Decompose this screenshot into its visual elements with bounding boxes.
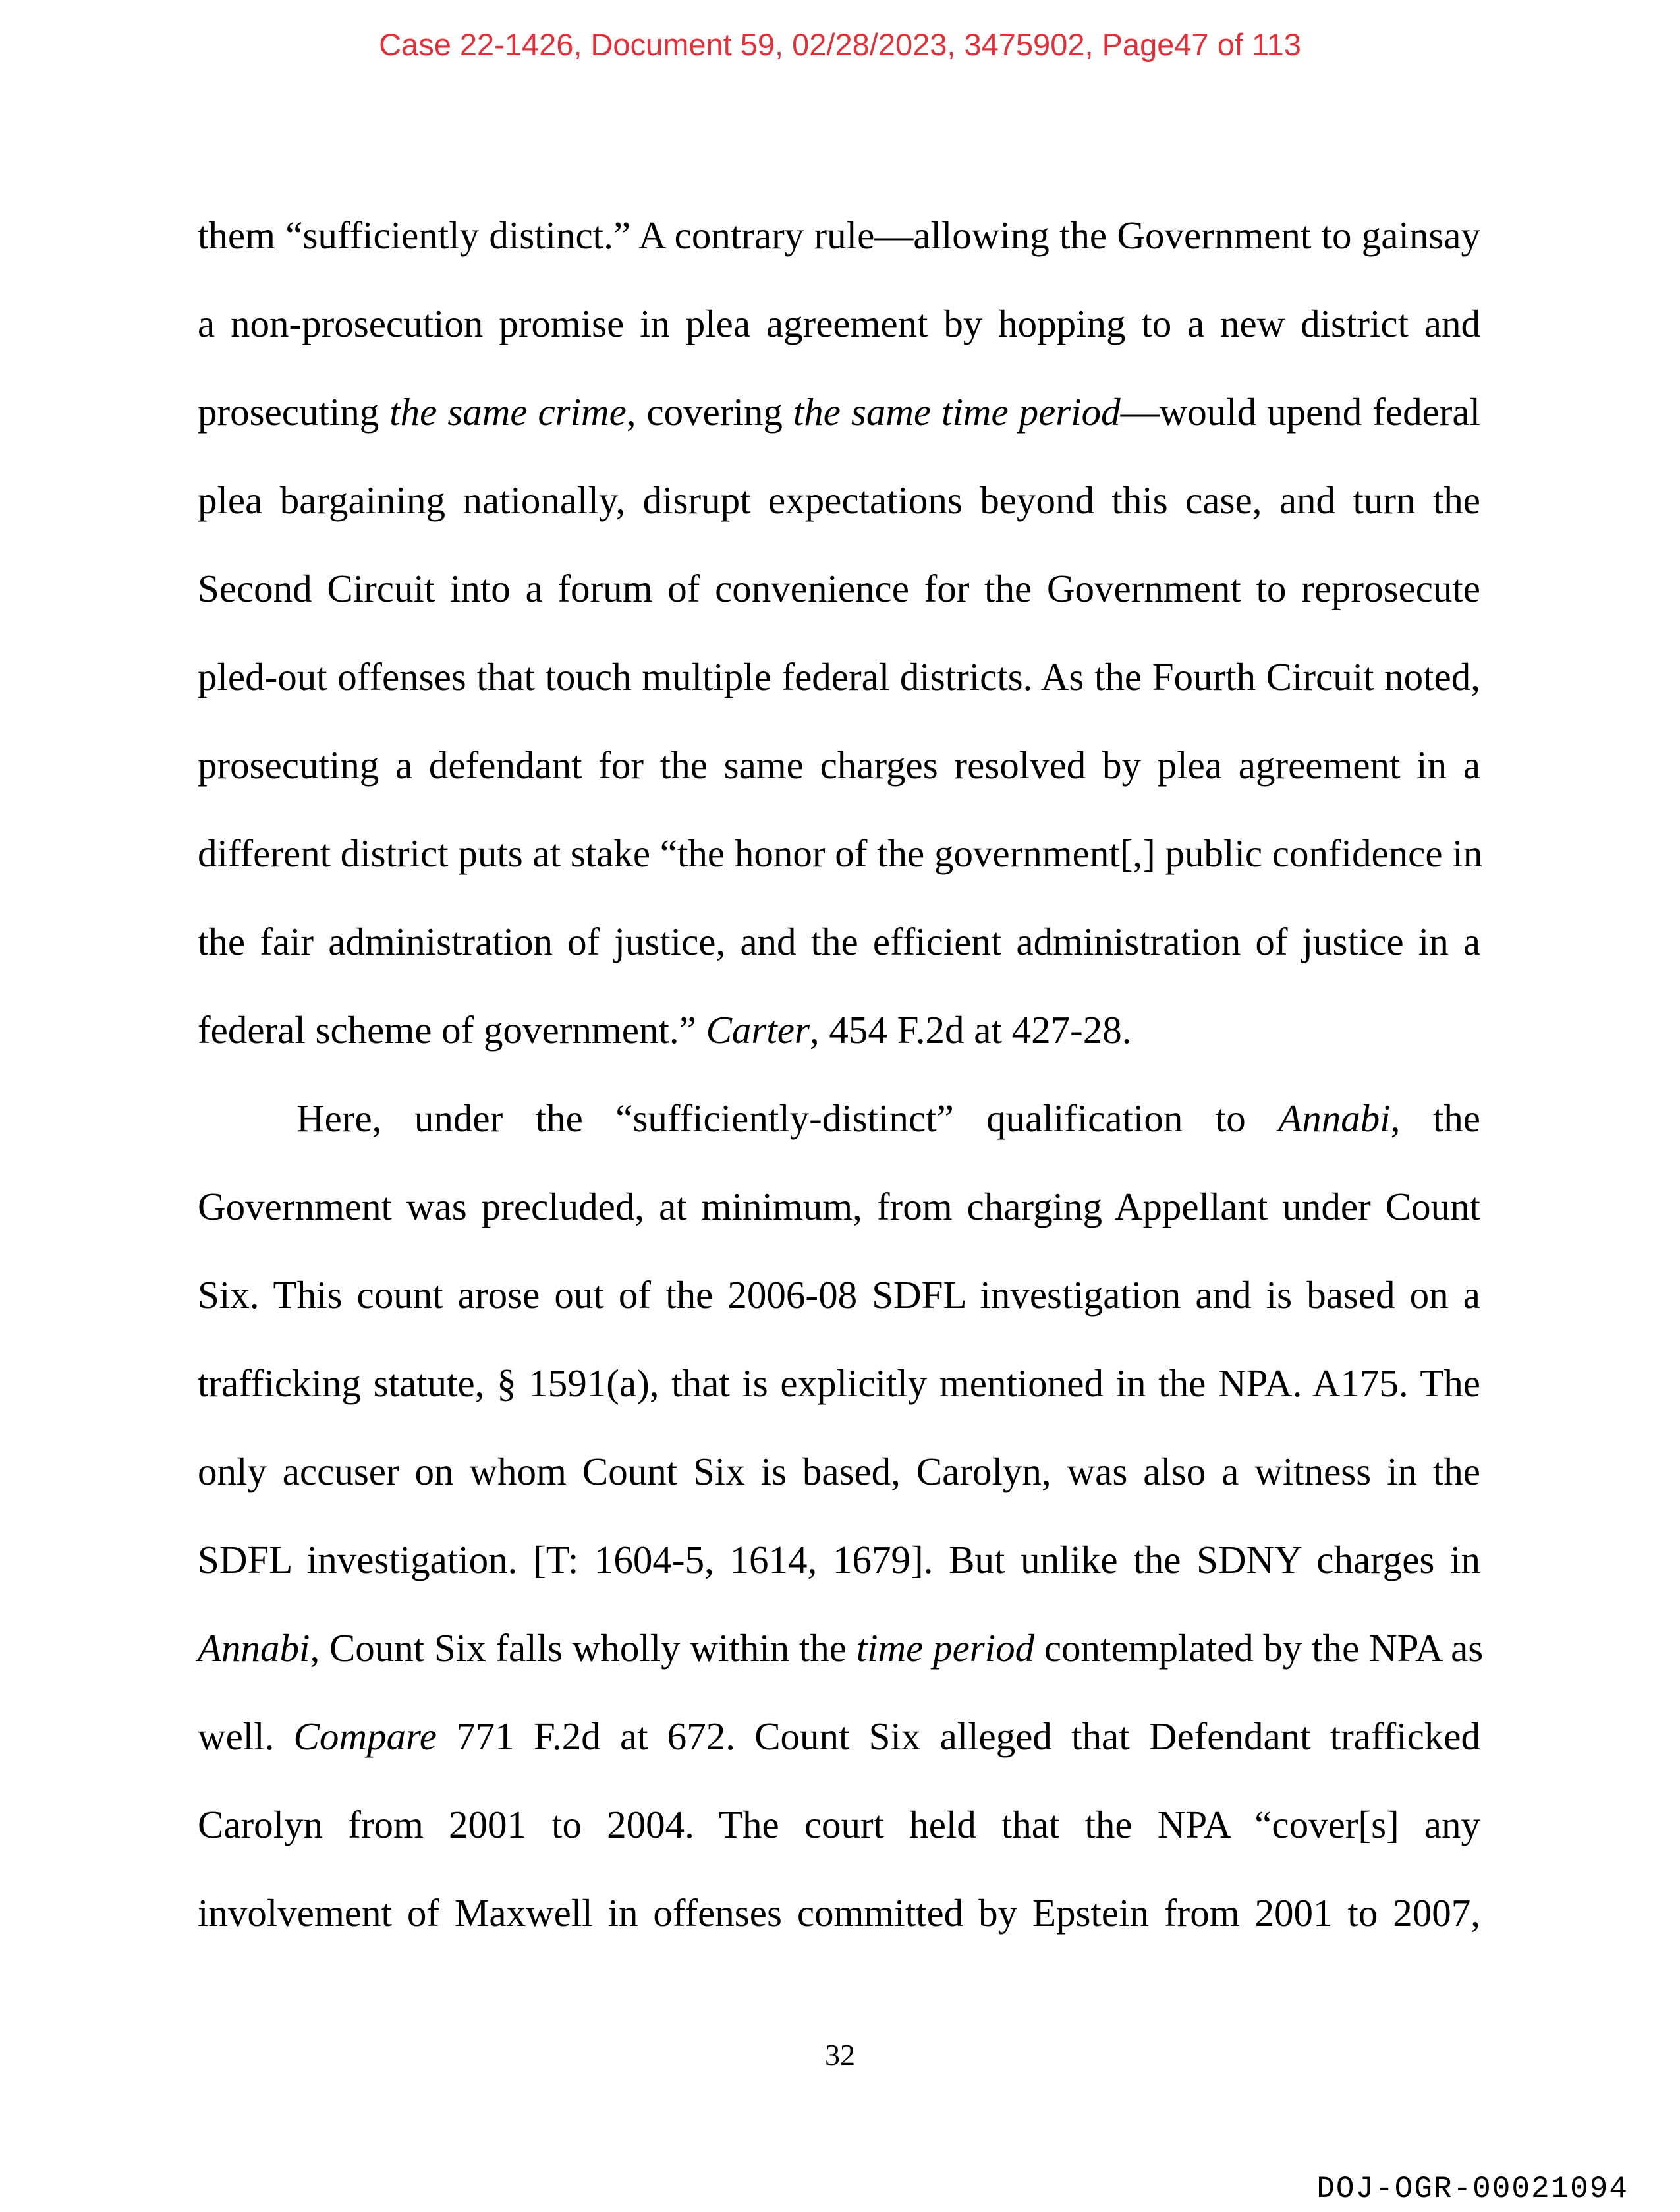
text-segment: Here, under the “sufficiently-distinct” qualification to [296,1096,1279,1140]
text-line [198,1780,1480,1869]
text-line [198,1604,1484,1692]
italic-citation-text: time period [856,1626,1035,1670]
text-line [198,1162,1480,1251]
italic-citation-text: Annabi [1278,1096,1391,1140]
text-segment: contemplated by the NPA as [1034,1626,1484,1670]
italic-citation-text: the same time period [793,390,1121,434]
text-line [198,1516,1480,1604]
text-segment: a non-prosecution promise in plea agreement by hopping to a new district and [198,302,1480,345]
text-segment: federal scheme of government.” [198,1008,706,1052]
text-segment: different district puts at stake “the honor of the government[,] public confidence in [198,832,1483,875]
text-segment: them “sufficiently distinct.” A contrary rule—allowing the Government to gainsay [198,213,1480,257]
text-segment: 771 F.2d at 672. Count Six alleged that Defendant trafficked [436,1715,1480,1758]
text-segment: plea bargaining nationally, disrupt expectations beyond this case, and turn the [198,478,1480,522]
italic-citation-text: Annabi [198,1626,310,1670]
text-line [198,1339,1480,1427]
text-line [198,633,1480,721]
text-segment: pled-out offenses that touch multiple federal districts. As the Fourth Circuit noted, [198,655,1480,698]
text-segment: prosecuting a defendant for the same charges resolved by plea agreement in a [198,743,1480,787]
text-segment: only accuser on whom Count Six is based, Carolyn, was also a witness in the [198,1450,1480,1493]
text-line [198,1427,1480,1516]
text-segment: Second Circuit into a forum of convenience for the Government to reprosecute [198,567,1480,610]
text-segment: SDFL investigation. [T: 1604-5, 1614, 1679]. But unlike the SDNY charges in [198,1538,1480,1581]
text-line [198,897,1480,986]
italic-citation-text: Compare [293,1715,437,1758]
text-line [198,456,1480,544]
text-line [198,368,1480,456]
text-segment: —would upend federal [1120,390,1481,434]
text-segment: , the [1390,1096,1480,1140]
text-line [198,544,1480,633]
text-segment: Six. This count arose out of the 2006-08 SDFL investigation and is based on a [198,1273,1480,1317]
text-segment: , 454 F.2d at 427-28. [809,1008,1132,1052]
text-line [198,809,1483,897]
text-segment: the fair administration of justice, and the efficient administration of justice in a [198,920,1480,963]
page-number: 32 [825,2038,855,2072]
text-line [198,1869,1480,1957]
text-line [198,986,1480,1074]
brief-body-text [198,191,1484,1957]
text-segment: , Count Six falls wholly within the [310,1626,856,1670]
text-segment: , covering [626,390,793,434]
text-line [198,1251,1480,1339]
text-segment: well. [198,1715,294,1758]
text-line [198,721,1480,809]
text-segment: involvement of Maxwell in offenses committed by Epstein from 2001 to 2007, [198,1891,1480,1935]
case-header-stamp: Case 22-1426, Document 59, 02/28/2023, 3475902, Page47 of 113 [379,27,1301,62]
text-line [198,279,1480,368]
text-line [198,1692,1480,1780]
bates-number: DOJ-OGR-00021094 [1316,2172,1629,2206]
text-line [198,1074,1480,1162]
text-segment: Carolyn from 2001 to 2004. The court held that the NPA “cover[s] any [198,1803,1480,1846]
text-line [198,191,1480,279]
italic-citation-text: the same crime [389,390,627,434]
text-segment: Government was precluded, at minimum, from charging Appellant under Count [198,1185,1480,1228]
text-segment: prosecuting [198,390,390,434]
text-segment: trafficking statute, § 1591(a), that is explicitly mentioned in the NPA. A175. The [198,1361,1480,1405]
italic-citation-text: Carter [706,1008,810,1052]
